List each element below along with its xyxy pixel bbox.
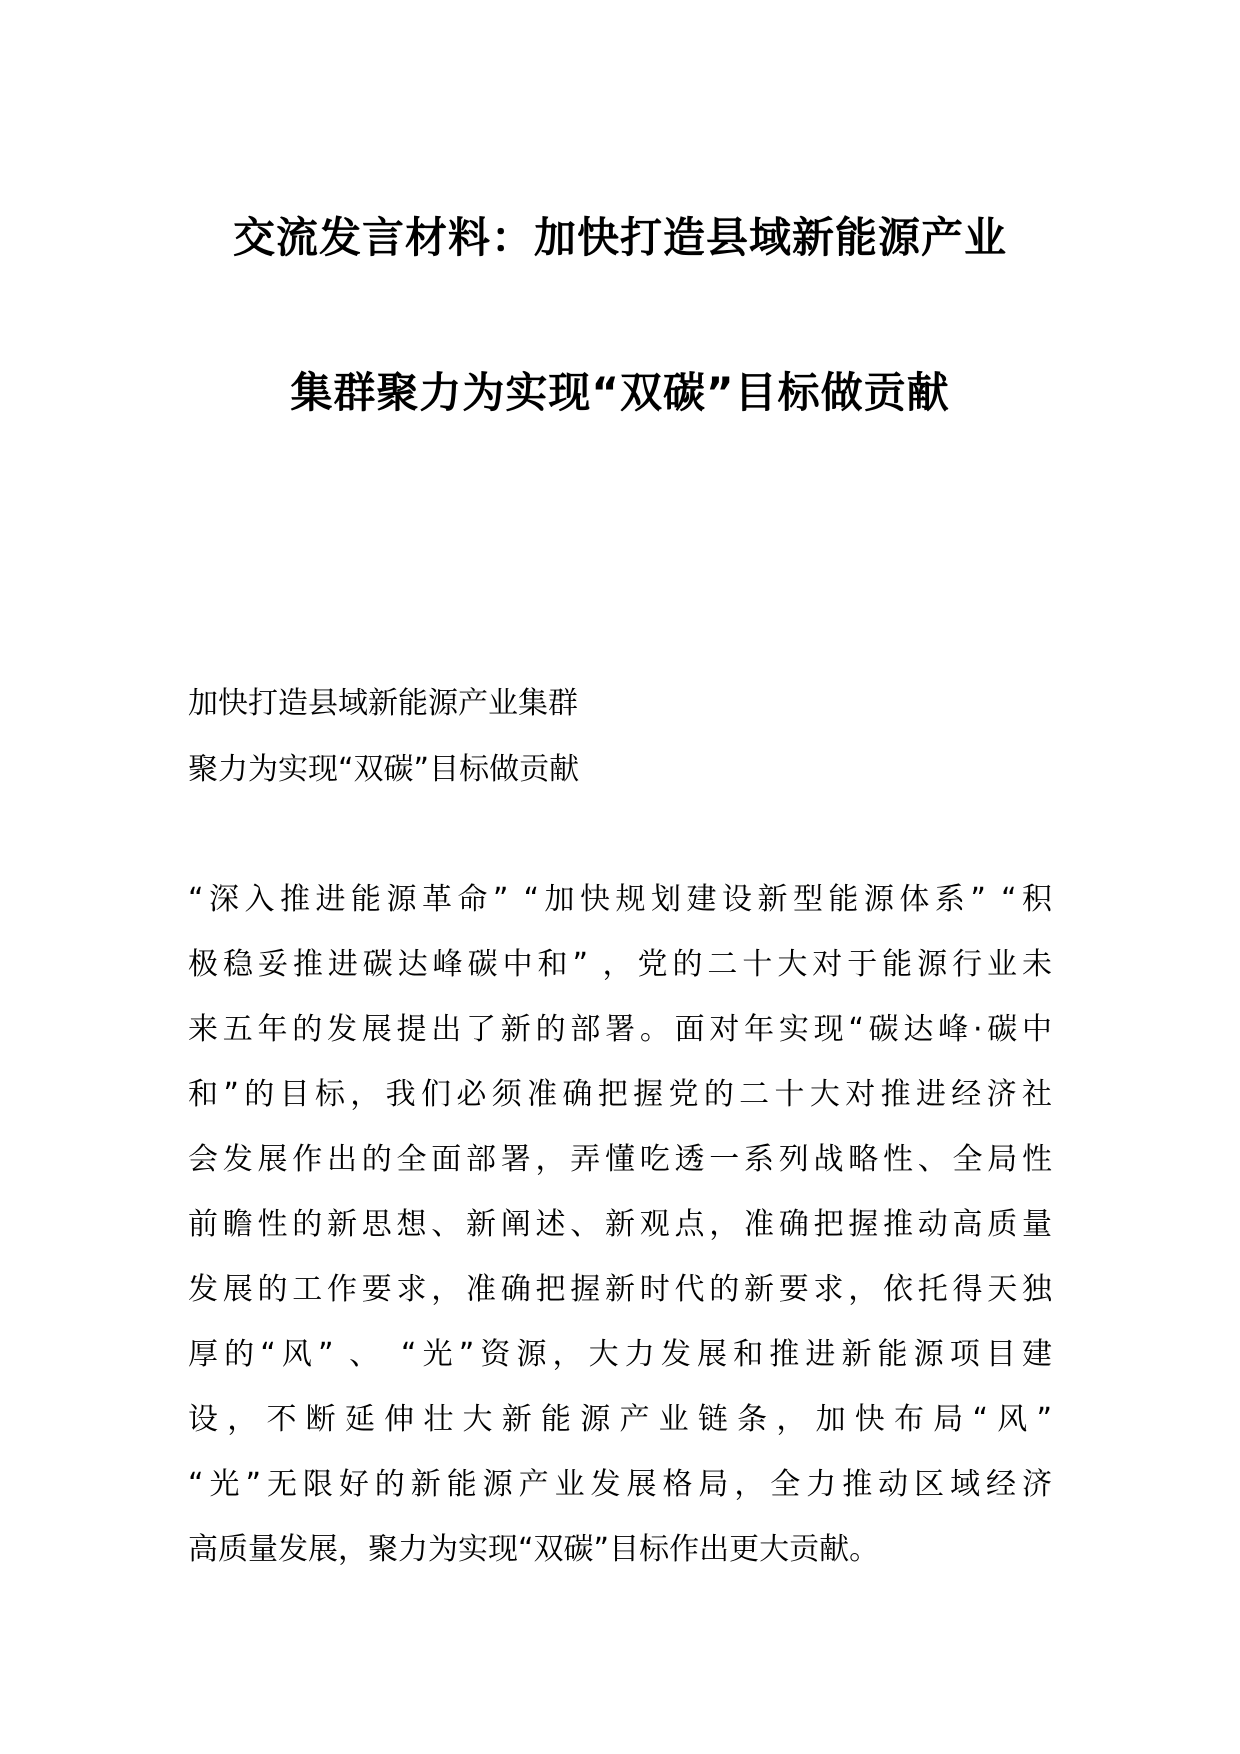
body-line-6: 前瞻性的新思想、新阐述、新观点，准确把握推动高质量 bbox=[188, 1207, 1052, 1242]
body-line-4: 和”的目标，我们必须准确把握党的二十大对推进经济社 bbox=[188, 1077, 1052, 1112]
body-line-9: 设，不断延伸壮大新能源产业链条，加快布局“风” bbox=[188, 1402, 1052, 1437]
body-line-11: 高质量发展，聚力为实现“双碳”目标作出更大贡献。 bbox=[188, 1532, 880, 1567]
body-line-7: 发展的工作要求，准确把握新时代的新要求，依托得天独 bbox=[188, 1272, 1052, 1307]
subtitle-line-2: 聚力为实现“双碳”目标做贡献 bbox=[188, 752, 580, 787]
body-line-3: 来五年的发展提出了新的部署。面对年实现“碳达峰·碳中 bbox=[188, 1012, 1052, 1047]
body-line-1: “深入推进能源革命” “加快规划建设新型能源体系” “积 bbox=[188, 882, 1052, 917]
body-line-5: 会发展作出的全面部署，弄懂吃透一系列战略性、全局性 bbox=[188, 1142, 1052, 1177]
document-title-line-2: 集群聚力为实现“双碳”目标做贡献 bbox=[290, 368, 950, 417]
body-line-8: 厚的“风” 、 “光”资源，大力发展和推进新能源项目建 bbox=[188, 1337, 1052, 1372]
body-line-10: “光”无限好的新能源产业发展格局，全力推动区域经济 bbox=[188, 1467, 1052, 1502]
body-line-2: 极稳妥推进碳达峰碳中和” ，党的二十大对于能源行业未 bbox=[188, 947, 1052, 982]
document-title-line-1: 交流发言材料：加快打造县域新能源产业 bbox=[232, 213, 1007, 262]
subtitle-line-1: 加快打造县域新能源产业集群 bbox=[188, 686, 578, 721]
